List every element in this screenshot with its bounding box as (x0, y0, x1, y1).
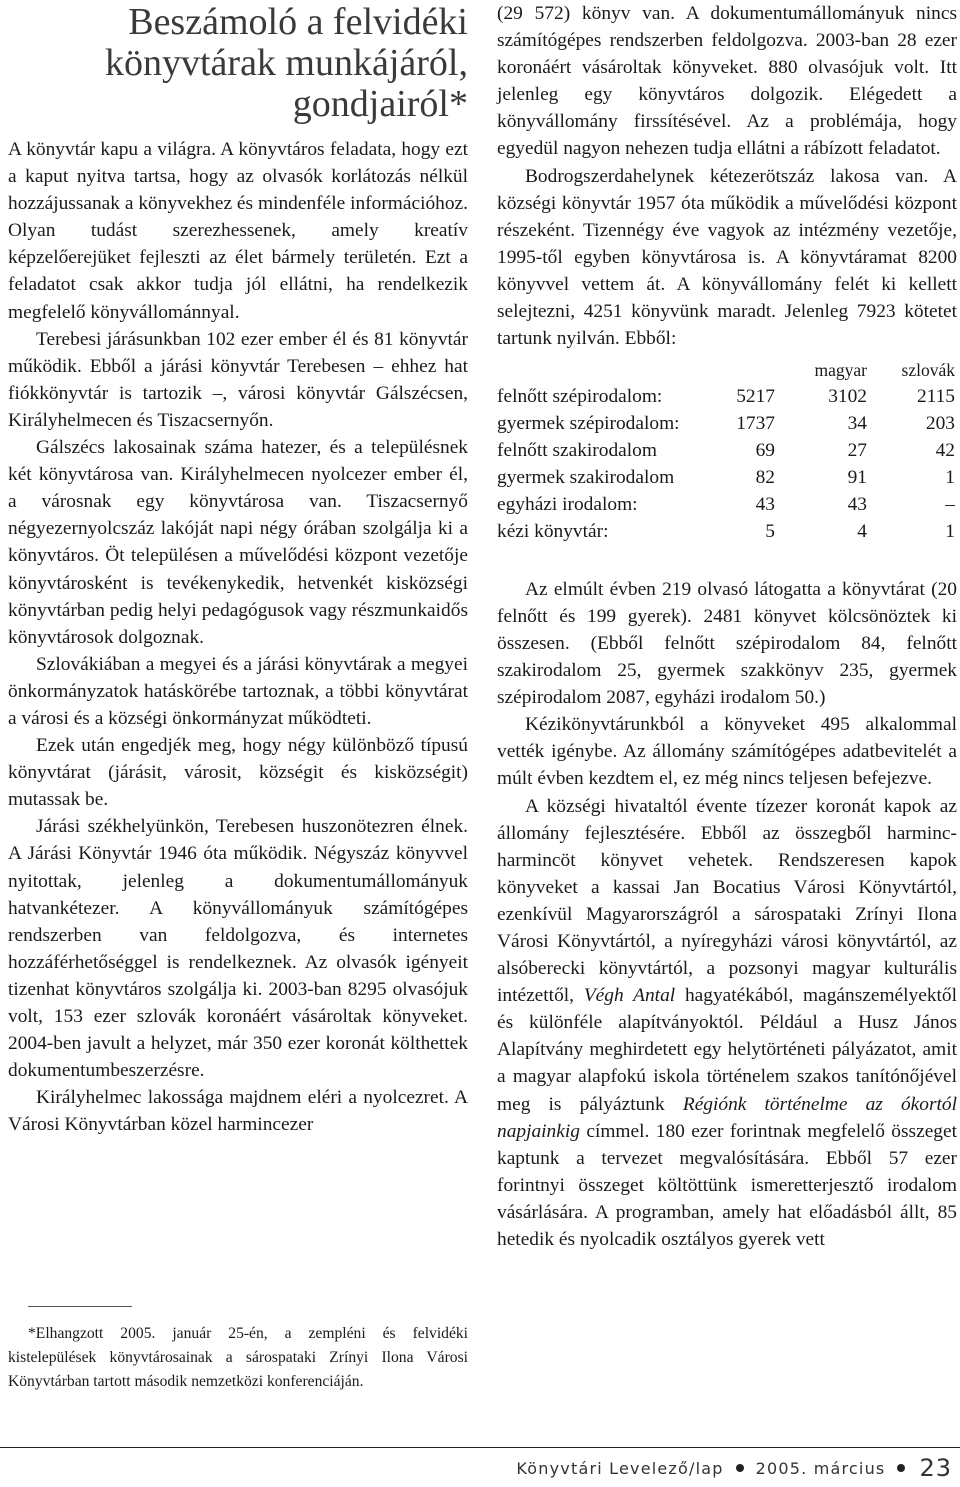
table-body (497, 383, 955, 546)
body-paragraph: A községi hivataltól évente tízezer koronát kapok az állomány fejlesztésére. Ebből az összegből harminc-harmincöt könyvet vehetek. Rendszeresen kapok könyveket a kassai Jan Bocatius Városi Könyvtártól, ezenkívül Magyarországról a sárospataki Zrínyi Ilona Városi Könyvtártól, a nyíregyházi városi könyvtártól, az alsóberecki könyvtártól, a pozsonyi magyar kulturális intézettől, Végh Antal hagyatékából, magánszemélyektől és különféle alapítványoktól. Például a Husz János Alapítvány meghirdetett egy helytörténeti pályázatot, amit a magyar alapfokú iskola történelem szakos tanítónőjével meg is pályáztunk Régiónk történelme az ókortól napjainkig címmel. 180 ezer forintnak megfelelő összeget kaptunk a tervezet megvalósítására. Ebből 57 ezer forintnyi összeget költöttünk ismeretterjesztő irodalom vásárlására. A programban, amely hat előadásból állt, 85 hetedik és nyolcadik osztályos gyerek vett (497, 795, 958, 1251)
table-header-cell (733, 358, 775, 383)
bullet-icon (897, 1464, 905, 1472)
table-label-cell: gyermek szépirodalom: (497, 412, 680, 434)
table-value-cell: 82 (755, 467, 775, 489)
left-column (8, 0, 468, 1138)
footnote: *Elhangzott 2005. január 25-én, a zempléni és felvidéki kistelepülések könyvtárosainak a sárospataki Zrínyi Ilona Városi Könyvtárban tartott második nemzetközi konferenciáján. (8, 1325, 468, 1390)
table-value-cell: 2115 (916, 385, 955, 407)
table-value-cell: 203 (925, 412, 955, 434)
page-number: 23 (919, 1454, 952, 1482)
table-value-cell: 91 (847, 467, 867, 489)
table-label-cell: gyermek szakirodalom (497, 467, 675, 489)
table-row (497, 410, 955, 437)
body-paragraph: Terebesi járásunkban 102 ezer ember él és 81 könyvtár működik. Ebből a járási könyvtár Terebesen – ehhez hat fiókkönyvtár is tartozik –, városi könyvtár Gálszécsen, Királyhelmecen és Tiszacsernyőn. (8, 328, 468, 431)
table-label-cell: felnőtt szépirodalom: (497, 385, 663, 407)
body-paragraph: Királyhelmec lakossága majdnem eléri a nyolcezret. A Városi Könyvtárban közel harmincezer (8, 1087, 468, 1136)
table-label-cell: felnőtt szakirodalom (497, 439, 657, 461)
table-value-cell: 27 (847, 439, 867, 461)
body-paragraph: Ezek után engedjék meg, hogy négy különböző típusú könyvtárat (járásit, városit, községit és kisközségit) mutassak be. (8, 735, 468, 811)
table-value-cell: 3102 (828, 385, 867, 407)
right-column (497, 0, 957, 1253)
bullet-icon (736, 1464, 744, 1472)
body-paragraph: A könyvtár kapu a világra. A könyvtáros feladata, hogy ezt a kaput nyitva tartsa, hogy az olvasók korlátozás nélkül hozzájussanak a könyvekhez és mindenféle információhoz. Olyan tudást szerezhessenek, amely kreatív képzelőerejüket fejleszti az élet bármely területén. Ezt a feladatot csak akkor tudja jól ellátni, ha rendelkezik megfelelő könyvállománnyal. (8, 139, 468, 323)
table-label-cell: egyházi irodalom: (497, 494, 638, 516)
page-footer (516, 1452, 952, 1484)
table-row (497, 492, 955, 519)
body-paragraph: (29 572) könyv van. A dokumentumállományuk nincs számítógépes rendszerben feldolgozva. 2003-ban 28 ezer koronáért vásároltak könyveket. 880 olvasójuk volt. Itt jelenleg egy könyvtáros dolgozik. Elégedett a könyvállomány firssítésével. Az a problémája, hogy egyedül nagyon nehezen tudja ellátni a rábízott feladatot. (497, 3, 957, 160)
table-value-cell: 1737 (736, 412, 775, 434)
issue-date: 2005. március (755, 1458, 886, 1478)
table-header-cell (497, 358, 733, 383)
body-paragraph: Kézikönyvtárunkból a könyveket 495 alkalommal vették igénybe. Az állomány számítógépes adatbevitelét a múlt évben kezdtem el, ez még nincs teljesen befejezve. (497, 714, 957, 790)
body-paragraph: Szlovákiában a megyei és a járási könyvtárak a megyei önkormányzatok hatáskörébe tartoznak, a többi könyvtárat a városi és a községi önkormányzat működteti. (8, 653, 468, 729)
table-header-cell: szlovák (901, 360, 955, 381)
journal-name: Könyvtári Levelező/lap (516, 1458, 724, 1478)
table-value-cell: 1 (945, 521, 955, 543)
table-value-cell: 1 (945, 467, 955, 489)
footer-divider (0, 1447, 960, 1448)
article-title: Beszámoló a felvidéki könyvtárak munkájáról, gondjairól* (104, 1, 468, 125)
table-row (497, 437, 955, 464)
table-value-cell: 34 (847, 412, 867, 434)
body-paragraph: Bodrogszerdahelynek kétezerötszáz lakosa van. A községi könyvtár 1957 óta működik a művelődési központ részeként. Tizennégy éve vagyok az intézmény vezetője, 1995-től egyben könyvtárosa is. A könyvtáramat 8200 könyvvel vettem át. A könyvállomány felét ki kellett selejtezni, 4251 könyvünk maradt. Jelenleg 7923 kötetet tartunk nyilván. Ebből: (497, 165, 957, 350)
table-row (497, 519, 955, 546)
table-value-cell: 4 (857, 521, 867, 543)
table-value-cell: 42 (935, 439, 955, 461)
body-paragraph: Az elmúlt évben 219 olvasó látogatta a könyvtárat (20 felnőtt és 199 gyerek). 2481 könyvet kölcsönöztek ki összesen. (Ebből felnőtt szépirodalom 84, felnőtt szakirodalom 25, gyermek szakkönyv 235, gyermek szépirodalom 2087, egyházi irodalom 50.) (497, 578, 957, 709)
table-value-cell: 5 (765, 521, 775, 543)
table-value-cell: – (945, 494, 955, 516)
table-label-cell: kézi könyvtár: (497, 521, 609, 543)
table-value-cell: 69 (755, 439, 775, 461)
footnote-divider (28, 1306, 132, 1307)
table-header-cell: magyar (814, 360, 867, 381)
body-paragraph: Gálszécs lakosainak száma hatezer, és a településnek két könyvtárosa van. Királyhelmecen nyolcezer ember él, a városnak egy könyvtárosa van. Tiszacsernyő négyezernyolcszáz lakóját napi négy órában szolgálja ki a könyvtáros. Öt településen a művelődési központ vezetője könyvtárosként is tevékenykedik, hetvenkét kisközségi könyvtárban pedig helyi pedagógusok vagy részmunkaidős könyvtárosok dolgoznak. (8, 437, 468, 648)
table-row (497, 383, 955, 410)
table-value-cell: 43 (847, 494, 867, 516)
table-row (497, 465, 955, 492)
body-paragraph: Járási székhelyünkön, Terebesen huszonötezren élnek. A Járási Könyvtár 1946 óta működik. Négyszáz könyvvel nyitottak, jelenleg a dokumentumállományuk hatvankétezer. A könyvállományuk számítógépes rendszerben van feldolgozva, és internetes hozzáférhetőséggel is rendelkeznek. Az olvasók igényeit tizenhat könyvtáros szolgálja ki. 2003-ban 8295 olvasójuk volt, 153 ezer szlovák koronáért vásároltak könyveket. 2004-ben javult a helyzet, már 350 ezer koronát költhettek dokumentumbeszerzésre. (8, 816, 468, 1082)
table-value-cell: 43 (755, 494, 775, 516)
table-value-cell: 5217 (736, 385, 775, 407)
collection-table (497, 358, 955, 546)
table-header-row (497, 358, 955, 383)
